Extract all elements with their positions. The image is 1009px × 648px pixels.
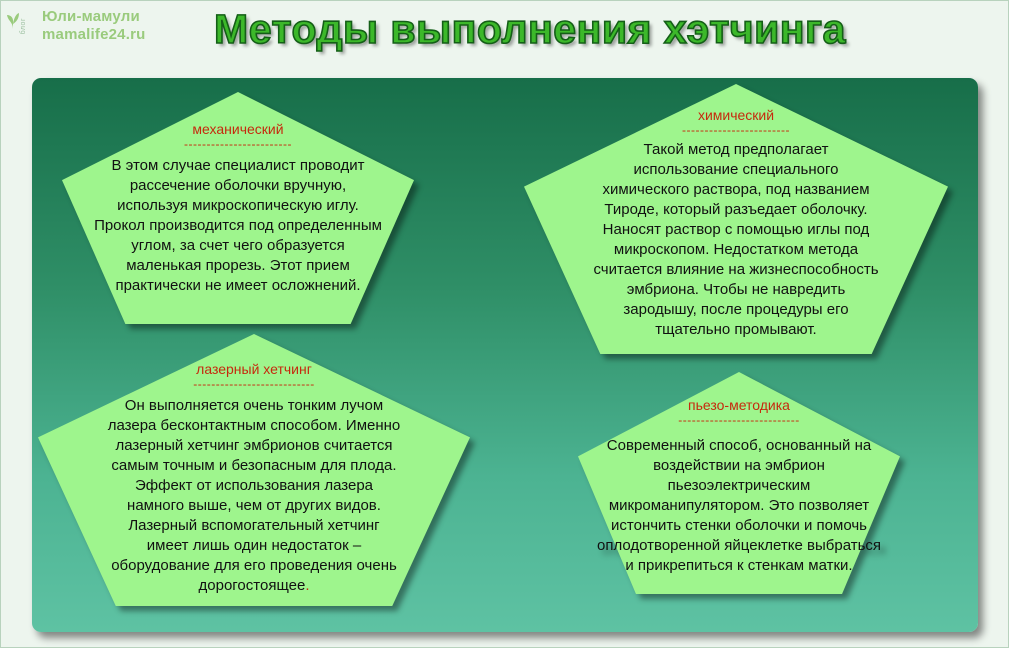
page-title: Методы выполнения хэтчинга [214, 6, 846, 52]
method-divider: --------------------------- [193, 378, 315, 390]
description-line: оплодотворенной яйцеклетке выбраться [596, 537, 882, 554]
method-title: механический [192, 121, 284, 137]
method-divider: --------------------------- [678, 414, 800, 426]
description-line: Такой метод предполагает [643, 141, 829, 158]
description-line: имеет лишь один недостаток – [146, 537, 362, 554]
description-line: Лазерный вспомогательный хетчинг [128, 517, 380, 534]
description-line: лазерный хетчинг эмбрионов считается [115, 437, 393, 454]
description-line: Тироде, который разъедает оболочку. [604, 201, 868, 218]
leaf-icon [6, 12, 20, 30]
method-description [524, 140, 948, 340]
method-content [524, 106, 948, 340]
description-line: рассечение оболочки вручную, [129, 177, 347, 194]
description-line: истончить стенки оболочки и помочь [611, 517, 867, 534]
end-mark: . [305, 577, 310, 594]
method-description [578, 436, 900, 576]
description-line: Он выполняется очень тонким лучом [124, 397, 384, 414]
description-line [38, 576, 470, 596]
description-line: пьезоэлектрическим [667, 477, 811, 494]
description-line: использование специального [633, 161, 839, 178]
method-content [578, 396, 900, 576]
description-line: В этом случае специалист проводит [111, 157, 365, 174]
description-line-text: дорогостоящее [198, 577, 306, 594]
method-description [38, 396, 470, 596]
method-card-chemical [524, 84, 948, 354]
method-title: лазерный хетчинг [196, 361, 312, 377]
method-card-laser [38, 334, 470, 606]
description-line: Прокол производится под определенным [94, 217, 382, 234]
description-line: практически не имеет осложнений. [115, 277, 361, 294]
method-content [62, 120, 414, 296]
method-card-piezo [578, 372, 900, 594]
description-line: Современный способ, основанный на [606, 437, 872, 454]
description-line: микроманипулятором. Это позволяет [608, 497, 870, 514]
description-line: самым точным и безопасным для плода. [111, 457, 397, 474]
logo-side-text: блог [20, 18, 27, 35]
description-line: Наносят раствор с помощью иглы под [602, 221, 870, 238]
logo-domain: mamalife24.ru [42, 26, 146, 43]
description-line: намного выше, чем от других видов. [127, 497, 381, 514]
description-line: и прикрепиться к стенкам матки. [625, 557, 853, 574]
description-line: оборудование для его проведения очень [111, 557, 397, 574]
method-title: пьезо-методика [688, 397, 790, 413]
description-line: считается влияние на жизнеспособность [593, 261, 879, 278]
description-line: используя микроскопическую иглу. [117, 197, 359, 214]
description-line: Эффект от использования лазера [134, 477, 373, 494]
description-line: лазера бесконтактным способом. Именно [107, 417, 401, 434]
method-content [38, 360, 470, 596]
site-logo[interactable] [6, 8, 156, 48]
method-card-mechanical [62, 92, 414, 324]
method-divider: ------------------------ [682, 124, 790, 136]
method-title: химический [697, 107, 775, 123]
description-line: эмбриона. Чтобы не навредить [626, 281, 846, 298]
description-line: зародышу, после процедуры его [623, 301, 849, 318]
description-line: воздействии на эмбрион [653, 457, 825, 474]
description-line: тщательно промывают. [655, 321, 817, 338]
method-divider: ------------------------ [184, 138, 292, 150]
logo-name: Юли-мамули [42, 8, 140, 25]
method-description [62, 156, 414, 296]
description-line: углом, за счет чего образуется [131, 237, 345, 254]
description-line: маленькая прорезь. Этот прием [126, 257, 350, 274]
description-line: химического раствора, под названием [602, 181, 870, 198]
description-line: микроскопом. Недостатком метода [613, 241, 859, 258]
